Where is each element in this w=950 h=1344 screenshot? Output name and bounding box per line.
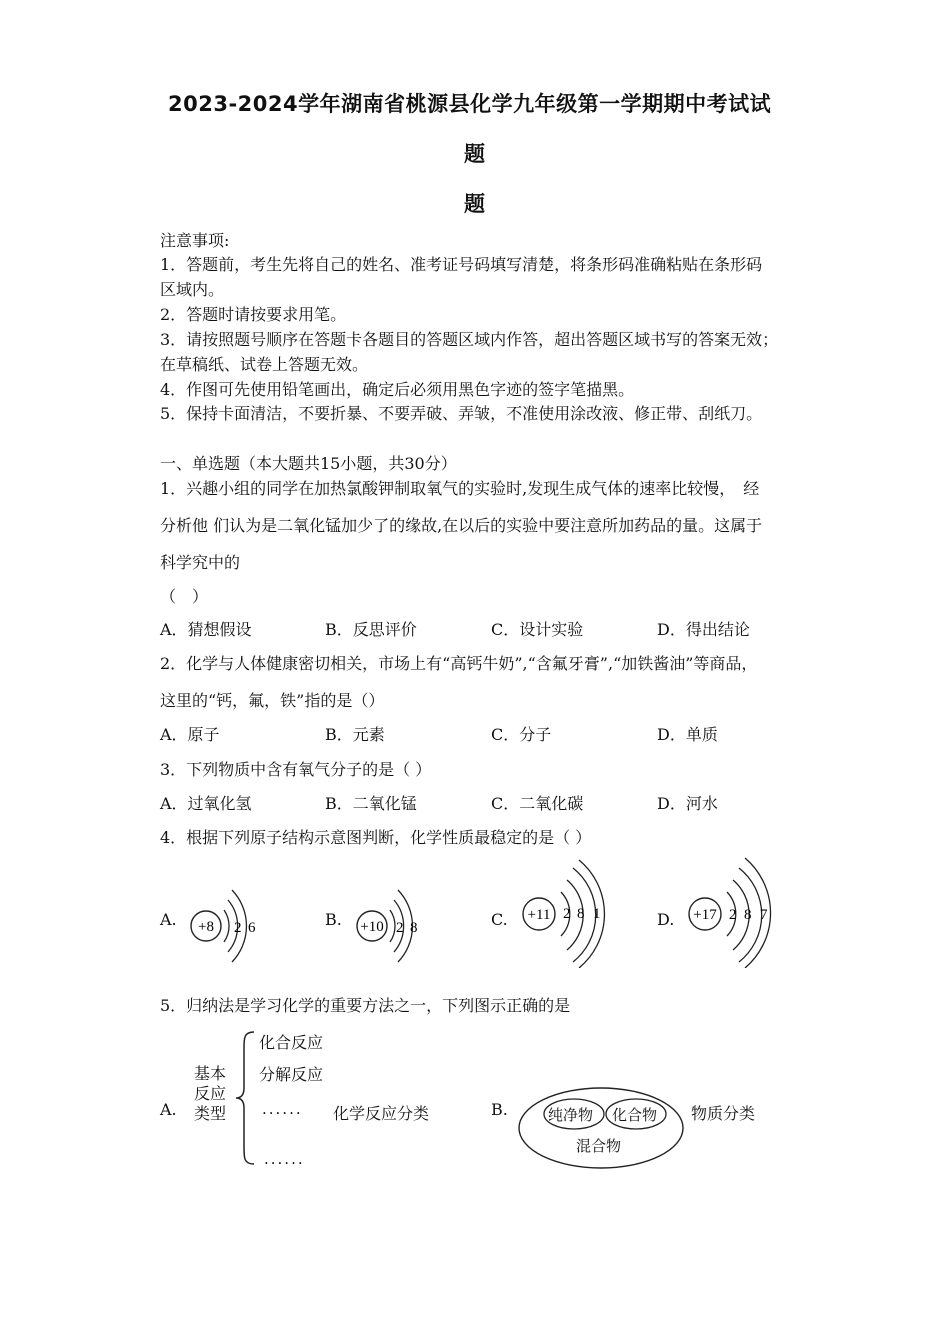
page-title-continued: 题: [464, 142, 486, 166]
question-2-option-c: C．分子: [491, 725, 552, 744]
shell-electron-count: 2: [396, 920, 404, 936]
question-1-option-a: A．猜想假设: [160, 620, 252, 639]
electron-shell: [224, 910, 229, 942]
question-3-option-c: C．二氧化碳: [491, 794, 584, 813]
question-3-option-d: D．河水: [657, 794, 718, 813]
atom-a-label: A.: [160, 910, 177, 929]
reaction-type-item: 化合反应: [259, 1033, 324, 1052]
question-1-text: 分析他 们认为是二氧化锰加少了的缘故,在以后的实验中要注意所加药品的量。这属于: [160, 516, 763, 535]
question-2-option-d: D．单质: [657, 725, 718, 744]
reaction-type-ellipsis: ......: [264, 1150, 305, 1168]
nucleus-charge: +8: [198, 919, 214, 935]
reaction-type-group-line: 基本: [194, 1064, 227, 1083]
reaction-type-group: [194, 1064, 226, 1124]
question-1-text: 科学究中的: [160, 553, 241, 572]
notice-item: 1．答题前，考生先将自己的姓名、准考证号码填写清楚，将条形码准确粘贴在条形码: [160, 255, 763, 274]
reaction-type-item: 分解反应: [259, 1065, 324, 1084]
notice-item: 在草稿纸、试卷上答题无效。: [160, 355, 369, 374]
electron-shell: [390, 910, 395, 942]
question-2-option-b: B．元素: [325, 725, 385, 744]
page-title: 2023-2024学年湖南省桃源县化学九年级第一学期期中考试试: [168, 92, 772, 116]
shell-electron-count: 2: [729, 907, 737, 923]
question-2-text: 2．化学与人体健康密切相关，市场上有“高钙牛奶”,“含氟牙膏”,“加铁酱油”等商品，: [160, 654, 758, 673]
atom-b-diagram: [352, 880, 432, 970]
question-1-option-c: C．设计实验: [491, 620, 584, 639]
section-heading: 一、单选题（本大题共15小题，共30分）: [160, 454, 457, 473]
reaction-classification-caption: 化学反应分类: [333, 1104, 430, 1123]
notice-item: 2．答题时请按要求用笔。: [160, 305, 347, 324]
atom-b-label: B.: [325, 910, 342, 929]
atom-c-diagram: [519, 858, 619, 968]
atom-a-diagram: [186, 880, 266, 970]
shell-electron-count: 2: [563, 906, 571, 922]
notice-item: 4．作图可先使用铅笔画出，确定后必须用黑色字迹的签字笔描黑。: [160, 380, 635, 399]
shell-electron-count: 1: [593, 906, 601, 922]
atom-d-label: D.: [657, 910, 675, 929]
question-2-option-a: A．原子: [160, 725, 220, 744]
question-1-blank: （ ）: [160, 587, 209, 606]
notice-item: 3．请按照题号顺序在答题卡各题目的答题区域内作答，超出答题区域书写的答案无效；: [160, 330, 779, 349]
question-5-option-b-label: B.: [491, 1100, 508, 1119]
question-2-text: 这里的“钙，氟，铁”指的是（）: [160, 691, 385, 710]
compound-label: 化合物: [612, 1106, 658, 1124]
question-3-option-b: B．二氧化锰: [325, 794, 417, 813]
nucleus-charge: +10: [360, 919, 384, 935]
reaction-type-group-line: 反应: [194, 1084, 227, 1103]
question-4-text: 4．根据下列原子结构示意图判断，化学性质最稳定的是（ ）: [160, 828, 592, 847]
pure-substance-label: 纯净物: [548, 1106, 594, 1124]
question-1-option-b: B．反思评价: [325, 620, 417, 639]
page-title-repeat: 题: [464, 192, 486, 216]
outer-ellipse: [519, 1088, 683, 1168]
notice-heading: 注意事项:: [160, 231, 230, 250]
nucleus-charge: +11: [527, 907, 551, 923]
shell-electron-count: 8: [577, 906, 585, 922]
shell-electron-count: 8: [744, 907, 752, 923]
shell-electron-count: 2: [234, 920, 242, 936]
substance-classification-caption: 物质分类: [691, 1104, 756, 1123]
atom-d-diagram: [685, 856, 785, 968]
nucleus-charge: +17: [693, 907, 717, 923]
notice-item: 5．保持卡面清洁，不要折暴、不要弄破、弄皱，不准使用涂改液、修正带、刮纸刀。: [160, 404, 763, 423]
notice-item: 区域内。: [160, 280, 225, 299]
atom-c-label: C.: [491, 910, 508, 929]
question-5-text: 5．归纳法是学习化学的重要方法之一，下列图示正确的是: [160, 996, 571, 1015]
substance-classification-diagram: [516, 1084, 688, 1174]
question-5-option-a-label: A.: [160, 1100, 177, 1119]
mixture-label: 混合物: [576, 1137, 622, 1155]
reaction-type-ellipsis: ......: [262, 1100, 303, 1118]
reaction-type-group-line: 类型: [194, 1104, 227, 1123]
shell-electron-count: 6: [248, 920, 256, 936]
question-3-text: 3．下列物质中含有氧气分子的是（ ）: [160, 760, 432, 779]
shell-electron-count: 8: [410, 920, 418, 936]
shell-electron-count: 7: [760, 907, 768, 923]
left-brace: [234, 1030, 258, 1166]
question-1-text: 1．兴趣小组的同学在加热氯酸钾制取氧气的实验时,发现生成气体的速率比较慢， 经: [160, 479, 760, 498]
question-1-option-d: D．得出结论: [657, 620, 750, 639]
question-3-option-a: A．过氧化氢: [160, 794, 252, 813]
